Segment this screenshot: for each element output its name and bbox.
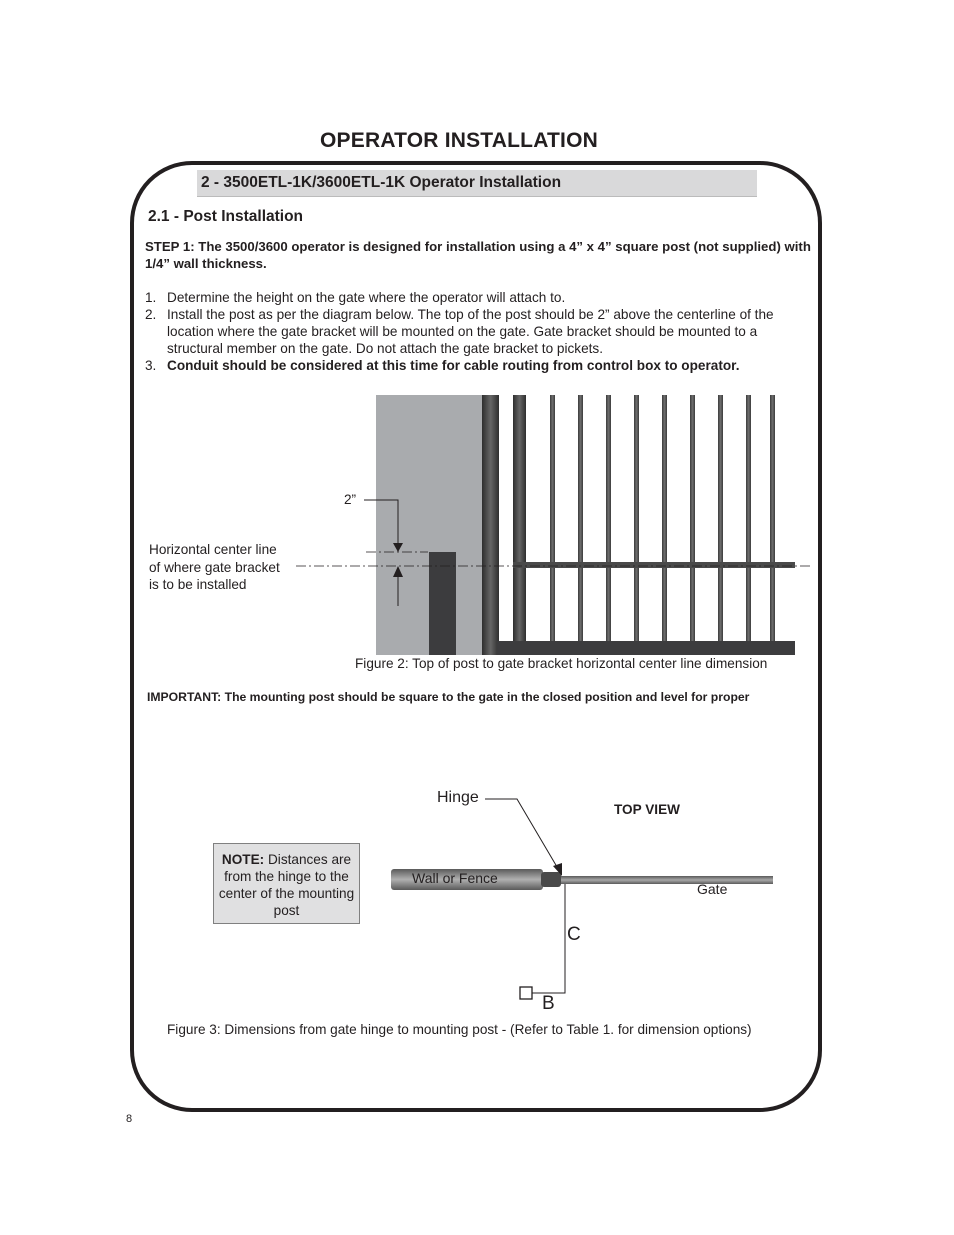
- centerline-label-line: of where gate bracket: [149, 559, 280, 575]
- list-text: Conduit should be considered at this time for cable routing from control box to operator.: [167, 358, 740, 373]
- dimension-c-line: [527, 884, 565, 993]
- hinge-label: Hinge: [437, 789, 479, 806]
- top-view-label: TOP VIEW: [614, 802, 680, 817]
- dimension-c-label: C: [567, 924, 581, 945]
- figure-3-caption: Figure 3: Dimensions from gate hinge to mounting post - (Refer to Table 1. for dimension options): [167, 1022, 752, 1037]
- dimension-label: 2”: [344, 492, 357, 507]
- gate-top-view: [561, 876, 773, 884]
- subsection-title: 2.1 - Post Installation: [148, 208, 304, 225]
- section-title: 2 - 3500ETL-1K/3600ETL-1K Operator Installation: [201, 174, 562, 191]
- list-number: 1.: [145, 290, 157, 305]
- mounting-post-top-view: [520, 987, 532, 999]
- hinge-post: [541, 872, 561, 887]
- important-note: IMPORTANT: The mounting post should be square to the gate in the closed position and level for proper: [147, 690, 750, 704]
- centerline-label-line: Horizontal center line: [149, 542, 277, 557]
- note-label: NOTE:: [221, 852, 265, 867]
- figure-2-caption: Figure 2: Top of post to gate bracket horizontal center line dimension: [355, 656, 768, 671]
- list-number: 3.: [145, 358, 157, 373]
- wall-label: Wall or Fence: [412, 870, 498, 886]
- list-text: Install the post as per the diagram below. The top of the post should be 2” above the centerline of the location where the gate bracket will be mounted on the gate. Gate bracket should be mounted to a structural member on the gate. Do not attach the gate bracket to pickets.: [167, 307, 774, 356]
- list-text: Determine the height on the gate where the operator will attach to.: [167, 290, 566, 305]
- page-title: OPERATOR INSTALLATION: [320, 129, 598, 152]
- step-1-text: STEP 1: The 3500/3600 operator is designed for installation using a 4” x 4” square post (not supplied) with 1/4” wall thickness.: [145, 239, 811, 271]
- dimension-b-label: B: [542, 993, 555, 1014]
- note-text: Distances are from the hinge to the center of the mounting post: [218, 852, 355, 918]
- list-number: 2.: [145, 307, 157, 322]
- gate-label: Gate: [697, 881, 728, 897]
- centerline-label-line: is to be installed: [149, 577, 247, 592]
- hinge-leader: [485, 799, 560, 872]
- page-number: 8: [126, 1113, 133, 1125]
